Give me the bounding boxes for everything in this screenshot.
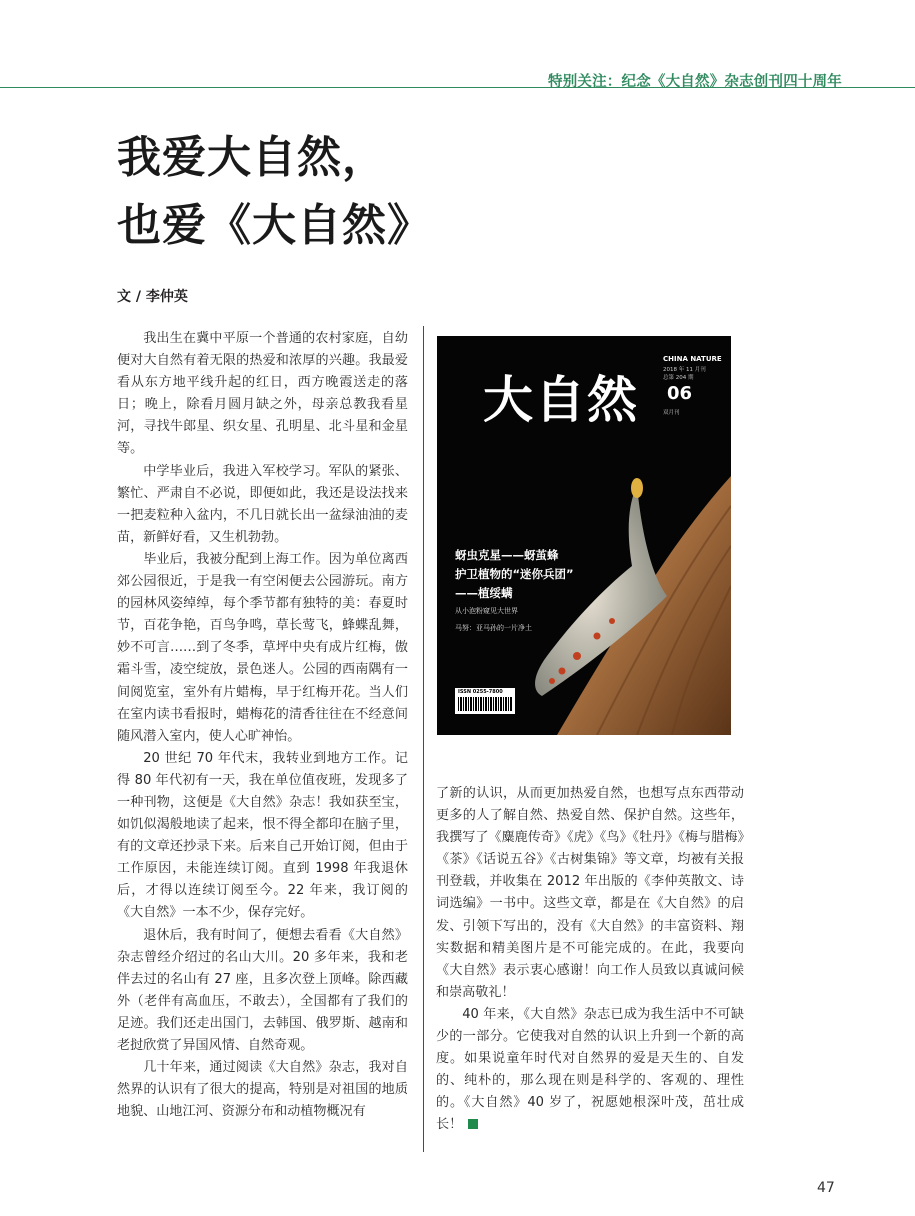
paragraph: 毕业后，我被分配到上海工作。因为单位离西郊公园很近，于是我一有空闲便去公园游玩。南方的园林风姿绰绰，每个季节都有独特的美：春夏时节，百花争艳，百鸟争鸣，草长莺飞，蜂蝶乱舞，妙不可言……到了冬季，草坪中央有成片红梅，傲霜斗雪，凌空绽放，景色迷人。公园的西南隅有一间阅览室，室外有片蜡梅，早于红梅开花。当人们在室内读书看报时，蜡梅花的清香往往在不经意间随风潜入室内，使人心旷神怡。 <box>117 551 408 744</box>
cover-headlines <box>455 546 574 603</box>
column-divider <box>423 326 424 1152</box>
cover-issue-number: 06 <box>667 383 693 404</box>
title-line-1: 我爱大自然， <box>117 132 387 183</box>
issn-label: ISSN 0255-7800 <box>458 689 503 695</box>
cover-frequency: 双月刊 <box>663 410 680 416</box>
cover-date-line: 2018 年 11 月刊 <box>663 367 706 373</box>
cover-english-name: CHINA NATURE <box>663 355 722 363</box>
end-of-article-mark <box>468 1119 478 1129</box>
paragraph: 我出生在冀中平原一个普通的农村家庭，自幼便对大自然有着无限的热爱和浓厚的兴趣。我最爱看从东方地平线升起的红日，西方晚霞送走的落日；晚上，除看月圆月缺之外，母亲总教我看星河，寻找牛郎星、织女星、孔明星、北斗星和金星等。 <box>117 331 408 457</box>
paragraph: 了新的认识，从而更加热爱自然，也想写点东西带动更多的人了解自然、热爱自然、保护自然。这些年，我撰写了《麋鹿传奇》《虎》《鸟》《牡丹》《梅与腊梅》《茶》《话说五谷》《古树集锦》等文章，均被有关报刊登载，并收集在 2012 年出版的《李仲英散文、诗词选编》一书中。这些文章，都是在《大自然》的启发、引领下写出的，没有《大自然》的丰富资料、翔实数据和精美图片是不可能完成的。在此，我要向《大自然》表示衷心感谢！向工作人员致以真诚问候和崇高敬礼！ <box>436 786 744 1000</box>
cover-date-line: 总第 204 期 <box>663 375 694 381</box>
right-column <box>436 783 744 1137</box>
paragraph: 中学毕业后，我进入军校学习。军队的紧张、繁忙、严肃自不必说，即便如此，我还是设法找来一把麦粒种入盆内，不几日就长出一盆绿油油的麦苗，新鲜好看，又生机勃勃。 <box>117 463 408 545</box>
cover-headline: ——植绥螨 <box>455 586 513 600</box>
page-number: 47 <box>817 1180 835 1196</box>
cover-headline: 护卫植物的“迷你兵团” <box>455 567 574 581</box>
byline: 文 / 李仲英 <box>117 289 188 305</box>
cover-date <box>663 366 706 382</box>
paragraph: 几十年来，通过阅读《大自然》杂志，我对自然界的认识有了很大的提高，特别是对祖国的地质地貌、山地江河、资源分布和动植物概况有 <box>117 1060 408 1120</box>
cover-subheadline: 马努：亚马孙的一片净土 <box>455 624 532 632</box>
paragraph: 退休后，我有时间了，便想去看看《大自然》杂志曾经介绍过的名山大川。20 多年来，我和老伴去过的名山有 27 座，且多次登上顶峰。除西藏外（老伴有高血压，不敢去），全国都有了我们的足迹。我们还走出国门，去韩国、俄罗斯、越南和老挝欣赏了异国风情、自然奇观。 <box>117 927 408 1053</box>
cover-subheadline: 从小泡粉窥见大世界 <box>455 607 518 615</box>
paragraph: 20 世纪 70 年代末，我转业到地方工作。记得 80 年代初有一天，我在单位值夜班，发现多了一种刊物，这便是《大自然》杂志！我如获至宝，如饥似渴般地读了起来，恨不得全都印在脑子里，有的文章还抄录下来。后来自己开始订阅，但由于工作原因，未能连续订阅。直到 1998 年我退休后，才得以连续订阅至今。22 年来，我订阅的《大自然》一本不少，保存完好。 <box>117 750 408 921</box>
section-header: 特别关注：纪念《大自然》杂志创刊四十周年 <box>548 74 842 90</box>
barcode-lines <box>458 697 512 711</box>
paragraph <box>436 1004 744 1137</box>
left-column <box>117 328 408 1123</box>
cover-subheadlines <box>455 603 532 637</box>
title-line-2: 也爱《大自然》 <box>117 200 432 251</box>
magazine-cover-image <box>437 336 731 735</box>
paragraph-text: 40 年来，《大自然》杂志已成为我生活中不可缺少的一部分。它使我对自然的认识上升到一个新的高度。如果说童年时代对自然界的爱是天生的、自发的、纯朴的，那么现在则是科学的、客观的、理性的。《大自然》40 岁了，祝愿她根深叶茂，茁壮成长！ <box>436 1006 744 1133</box>
barcode <box>455 688 515 714</box>
cover-headline: 蚜虫克星——蚜茧蜂 <box>455 548 559 562</box>
cover-logo: 大自然 <box>483 370 639 429</box>
header-rule-left <box>0 87 538 88</box>
article-title <box>117 124 432 260</box>
